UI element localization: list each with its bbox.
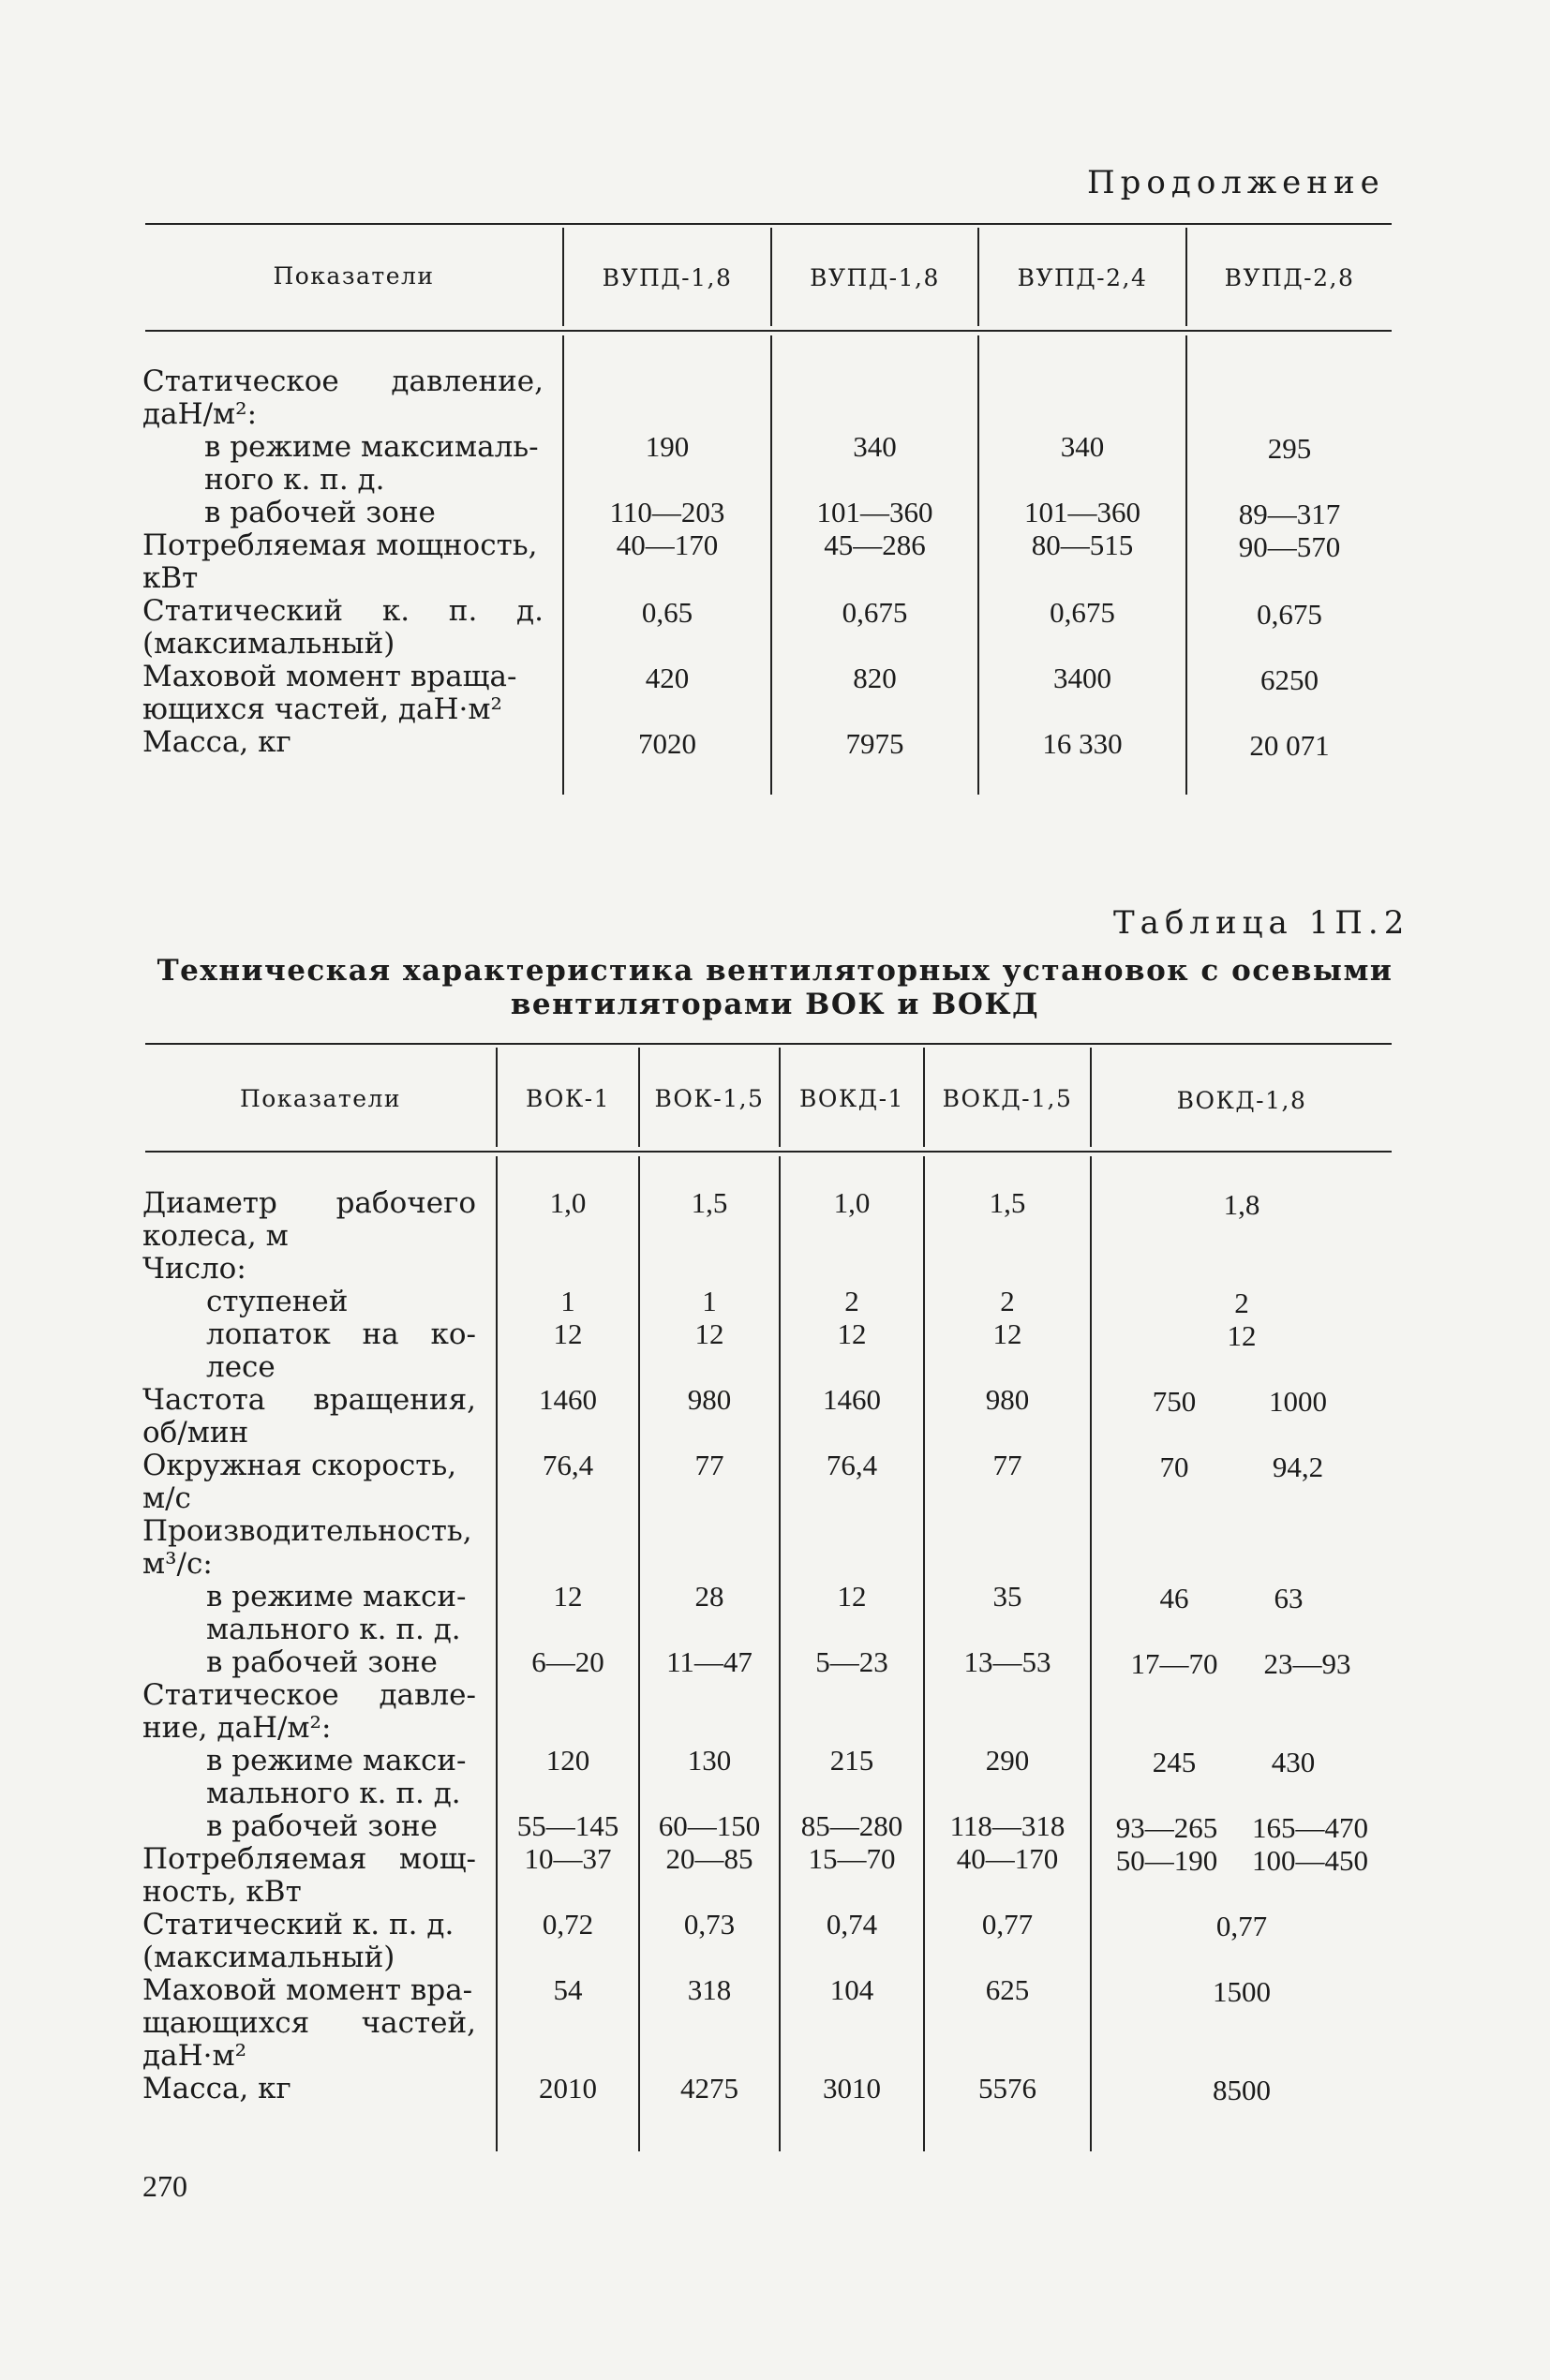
row-label: ного к. п. д. [204, 463, 385, 497]
top-col-divider [977, 335, 979, 795]
cell: 77 [694, 1449, 724, 1481]
cell: 130 [687, 1744, 732, 1777]
page-number: 270 [142, 2169, 187, 2203]
table2-header-indicators: Показатели [239, 1085, 402, 1112]
cell: 0,675 [1050, 596, 1115, 629]
cell: 77 [992, 1449, 1022, 1481]
cell: 63 [1274, 1582, 1304, 1614]
row-label: ступеней [206, 1285, 349, 1318]
cell: 5576 [978, 2072, 1036, 2105]
cell: 8500 [1213, 2074, 1271, 2106]
cell: 1,0 [833, 1186, 871, 1219]
cell: 35 [992, 1580, 1022, 1613]
cell: 1,8 [1223, 1188, 1260, 1221]
cell: 94,2 [1272, 1450, 1324, 1483]
cell: 1000 [1269, 1385, 1327, 1418]
table-title: вентиляторами ВОК и ВОКД [510, 988, 1040, 1021]
cell: 12 [1227, 1319, 1257, 1352]
cell: 12 [553, 1580, 583, 1613]
cell: 1500 [1213, 1975, 1271, 2008]
cell: 104 [829, 1973, 874, 2006]
cell: 295 [1267, 432, 1312, 465]
cell: 90—570 [1238, 530, 1341, 563]
cell: 20 071 [1249, 729, 1330, 762]
cell: 2010 [539, 2072, 597, 2105]
cell: 420 [645, 662, 690, 694]
row-label: даН/м²: [142, 397, 258, 431]
continuation-label: Продолжение [1087, 164, 1385, 201]
cell: 245 [1152, 1746, 1197, 1778]
top-header-col: ВУПД-1,8 [810, 264, 940, 291]
cell: 0,675 [842, 596, 908, 629]
cell: 12 [837, 1580, 867, 1613]
row-label: Частота вращения, [142, 1383, 476, 1417]
cell: 3010 [823, 2072, 881, 2105]
cell: 7975 [845, 727, 904, 760]
cell: 0,77 [1215, 1910, 1268, 1942]
cell: 120 [545, 1744, 590, 1777]
row-label: мального к. п. д. [206, 1777, 461, 1810]
row-label: ющихся частей, даН·м² [142, 692, 502, 726]
cell: 40—170 [956, 1842, 1059, 1875]
table2-header-col: ВОК-1 [525, 1085, 611, 1112]
cell: 0,72 [542, 1908, 594, 1941]
cell: 12 [992, 1317, 1022, 1350]
row-label: в режиме макси- [206, 1744, 467, 1778]
row-label: мального к. п. д. [206, 1613, 461, 1646]
top-col-divider [562, 335, 564, 795]
row-label: Статический к. п. д. [142, 594, 544, 628]
table2-header-col: ВОКД-1,5 [942, 1085, 1073, 1112]
cell: 11—47 [666, 1645, 753, 1678]
cell: 12 [837, 1317, 867, 1350]
cell: 17—70 [1130, 1647, 1218, 1680]
cell: 980 [985, 1383, 1030, 1416]
cell: 12 [694, 1317, 724, 1350]
cell: 110—203 [609, 496, 725, 528]
row-label: в рабочей зоне [204, 496, 436, 529]
row-label: колеса, м [142, 1219, 289, 1253]
cell: 340 [853, 430, 897, 463]
row-label: даН·м² [142, 2039, 246, 2073]
cell: 625 [985, 1973, 1030, 2006]
row-label: Статическое давле- [142, 1678, 476, 1712]
cell: 6—20 [531, 1645, 604, 1678]
row-label: Потребляемая мощ- [142, 1842, 476, 1876]
cell: 0,74 [826, 1908, 878, 1941]
cell: 50—190 [1115, 1844, 1218, 1877]
row-label: кВт [142, 561, 199, 595]
cell: 2 [844, 1285, 859, 1317]
row-label: Маховой момент вра- [142, 1973, 473, 2007]
cell: 1460 [823, 1383, 881, 1416]
cell: 820 [853, 662, 897, 694]
row-label: Масса, кг [142, 2072, 291, 2105]
cell: 12 [553, 1317, 583, 1350]
cell: 980 [687, 1383, 732, 1416]
cell: 190 [645, 430, 690, 463]
top-col-divider [770, 335, 772, 795]
row-label: в рабочей зоне [206, 1645, 438, 1679]
cell: 318 [687, 1973, 732, 2006]
cell: 45—286 [824, 528, 926, 561]
cell: 0,675 [1257, 598, 1322, 631]
cell: 101—360 [816, 496, 933, 528]
cell: 23—93 [1263, 1647, 1351, 1680]
cell: 101—360 [1024, 496, 1140, 528]
top-header-indicators: Показатели [273, 262, 435, 290]
cell: 3400 [1053, 662, 1111, 694]
row-label: Окружная скорость, [142, 1449, 457, 1482]
cell: 430 [1271, 1746, 1316, 1778]
cell: 118—318 [949, 1809, 1066, 1842]
row-label: Маховой момент враща- [142, 660, 517, 693]
cell: 16 330 [1042, 727, 1123, 760]
row-label: в режиме макси- [206, 1580, 467, 1614]
cell: 54 [553, 1973, 583, 2006]
table-caption: Таблица 1П.2 [1113, 904, 1410, 942]
row-label: Статический к. п. д. [142, 1908, 455, 1941]
table2-header-col: ВОК-1,5 [654, 1085, 765, 1112]
cell: 55—145 [516, 1809, 619, 1842]
top-header-col: ВУПД-2,8 [1224, 264, 1355, 291]
cell: 0,77 [981, 1908, 1034, 1941]
top-col-divider [1185, 335, 1187, 795]
cell: 85—280 [800, 1809, 903, 1842]
cell: 70 [1159, 1450, 1189, 1483]
cell: 100—450 [1252, 1844, 1368, 1877]
cell: 7020 [638, 727, 696, 760]
cell: 2 [1234, 1287, 1249, 1319]
cell: 2 [1000, 1285, 1015, 1317]
row-label: ность, кВт [142, 1875, 302, 1909]
cell: 76,4 [826, 1449, 878, 1481]
cell: 80—515 [1031, 528, 1134, 561]
cell: 165—470 [1252, 1811, 1368, 1844]
table2-rule-top [145, 1043, 1392, 1045]
cell: 89—317 [1238, 498, 1341, 530]
top-header-col: ВУПД-2,4 [1017, 264, 1148, 291]
cell: 6250 [1260, 663, 1319, 696]
cell: 1460 [539, 1383, 597, 1416]
row-label: (максимальный) [142, 1941, 395, 1974]
cell: 290 [985, 1744, 1030, 1777]
cell: 20—85 [665, 1842, 753, 1875]
row-label: щающихся частей, [142, 2006, 476, 2040]
row-label: лопаток на ко- [206, 1317, 476, 1351]
top-table-rule-top [145, 223, 1392, 225]
row-label: Производительность, [142, 1514, 472, 1548]
row-label: Диаметр рабочего [142, 1186, 476, 1220]
cell: 28 [694, 1580, 724, 1613]
table2-rule-header [145, 1151, 1392, 1153]
cell: 93—265 [1115, 1811, 1218, 1844]
cell: 1 [560, 1285, 575, 1317]
row-label: Потребляемая мощность, [142, 528, 538, 562]
row-label: об/мин [142, 1416, 249, 1450]
row-label: в режиме максималь- [204, 430, 539, 464]
cell: 215 [829, 1744, 874, 1777]
cell: 15—70 [808, 1842, 896, 1875]
table2-header-col: ВОКД-1 [799, 1085, 904, 1112]
row-label: лесе [206, 1350, 276, 1384]
row-label: (максимальный) [142, 627, 395, 661]
row-label: Масса, кг [142, 725, 291, 759]
row-label: Статическое давление, [142, 364, 544, 398]
row-label: м³/с: [142, 1547, 213, 1581]
cell: 40—170 [616, 528, 719, 561]
row-label: ние, даН/м²: [142, 1711, 332, 1745]
cell: 4275 [680, 2072, 738, 2105]
cell: 5—23 [815, 1645, 888, 1678]
cell: 46 [1159, 1582, 1189, 1614]
cell: 1,5 [691, 1186, 728, 1219]
top-table-rule-header [145, 330, 1392, 332]
cell: 60—150 [658, 1809, 761, 1842]
top-header-col: ВУПД-1,8 [602, 264, 733, 291]
row-label: в рабочей зоне [206, 1809, 438, 1843]
cell: 76,4 [542, 1449, 594, 1481]
cell: 1,5 [989, 1186, 1026, 1219]
cell: 10—37 [524, 1842, 612, 1875]
cell: 750 [1152, 1385, 1197, 1418]
cell: 0,73 [683, 1908, 736, 1941]
cell: 1,0 [549, 1186, 587, 1219]
cell: 0,65 [641, 596, 693, 629]
cell: 13—53 [963, 1645, 1051, 1678]
row-label: м/с [142, 1481, 191, 1515]
row-label: Число: [142, 1252, 246, 1286]
cell: 1 [702, 1285, 717, 1317]
cell: 340 [1060, 430, 1105, 463]
table2-header-col: ВОКД-1,8 [1176, 1087, 1307, 1114]
table-title: Техническая характеристика вентиляторных установок с осевыми [156, 954, 1394, 988]
